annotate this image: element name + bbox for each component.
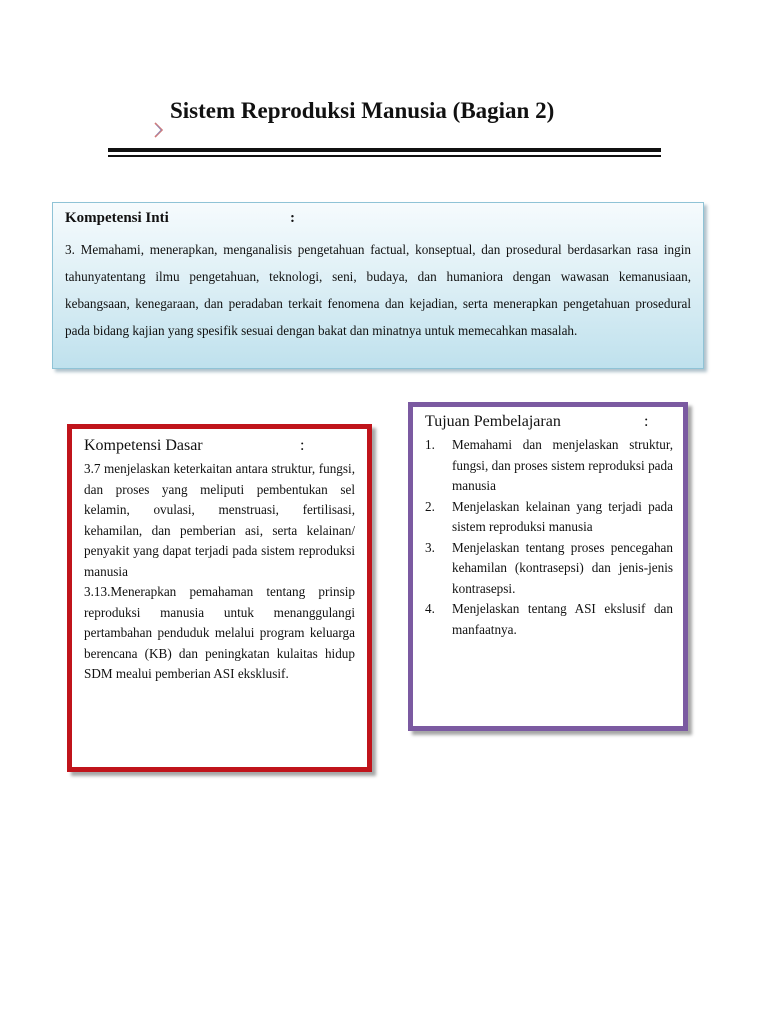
kompetensi-dasar-item: 3.7 menjelaskan keterkaitan antara struktur, fungsi, dan proses yang meliputi pembentukan sel kelamin, ovulasi, menstruasi, fertilisasi, kehamilan, dan pemberian asi, serta kelainan/ penyakit yang dapat terjadi pada sistem reproduksi manusia <box>84 461 355 579</box>
list-item-number: 3. <box>425 539 435 555</box>
kompetensi-inti-header <box>65 210 691 232</box>
kompetensi-dasar-box <box>67 424 372 772</box>
tujuan-pembelajaran-colon: : <box>644 413 649 430</box>
page-title: Sistem Reproduksi Manusia (Bagian 2) <box>170 98 555 123</box>
kompetensi-dasar-item: 3.13.Menerapkan pemahaman tentang prinsip reproduksi manusia untuk menanggulangi pertambahan penduduk melalui program keluarga berencana (KB) dan peningkatan kulaitas hidup SDM mealui pemberian ASI eksklusif. <box>84 584 355 681</box>
kompetensi-dasar-header <box>84 437 355 459</box>
list-item-text: Menjelaskan tentang ASI ekslusif dan manfaatnya. <box>452 601 673 637</box>
tujuan-pembelajaran-box <box>408 402 688 731</box>
kompetensi-inti-heading: Kompetensi Inti <box>65 210 169 226</box>
title-divider <box>108 148 661 152</box>
kompetensi-inti-text: 3. Memahami, menerapkan, menganalisis pengetahuan factual, konseptual, dan prosedural berdasarkan rasa ingin tahunyatentang ilmu pengetahuan, teknologi, seni, budaya, dan humaniora dengan wawasan kemanusiaan, kebangsaan, kenegaraan, dan peradaban terkait fenomena dan kejadian, serta menerapkan pengetahuan prosedural pada bidang kajian yang spesifik sesuai dengan bakat dan minatnya untuk memecahkan masalah. <box>65 242 691 338</box>
list-item <box>425 497 673 538</box>
list-item-text: Menjelaskan kelainan yang terjadi pada sistem reproduksi manusia <box>452 498 673 534</box>
tujuan-pembelajaran-header <box>425 413 673 435</box>
list-item <box>425 435 673 497</box>
kompetensi-inti-box <box>52 202 704 369</box>
list-item-number: 1. <box>425 437 435 452</box>
arrow-marker-icon <box>154 122 164 138</box>
list-item-text: Menjelaskan tentang proses pencegahan kehamilan (kontrasepsi) dan jenis-jenis kontrasepsi. <box>452 539 673 596</box>
title-divider-thin <box>108 155 661 157</box>
tujuan-pembelajaran-list <box>425 435 673 640</box>
list-item-number: 4. <box>425 601 435 616</box>
list-item-number: 2. <box>425 498 435 514</box>
tujuan-pembelajaran-heading: Tujuan Pembelajaran <box>425 413 561 430</box>
kompetensi-dasar-heading: Kompetensi Dasar <box>84 437 203 454</box>
kompetensi-inti-colon: : <box>290 210 295 226</box>
list-item <box>425 538 673 600</box>
list-item <box>425 599 673 640</box>
list-item-text: Memahami dan menjelaskan struktur, fungsi, dan proses sistem reproduksi pada manusia <box>452 437 673 493</box>
kompetensi-dasar-colon: : <box>300 437 305 454</box>
